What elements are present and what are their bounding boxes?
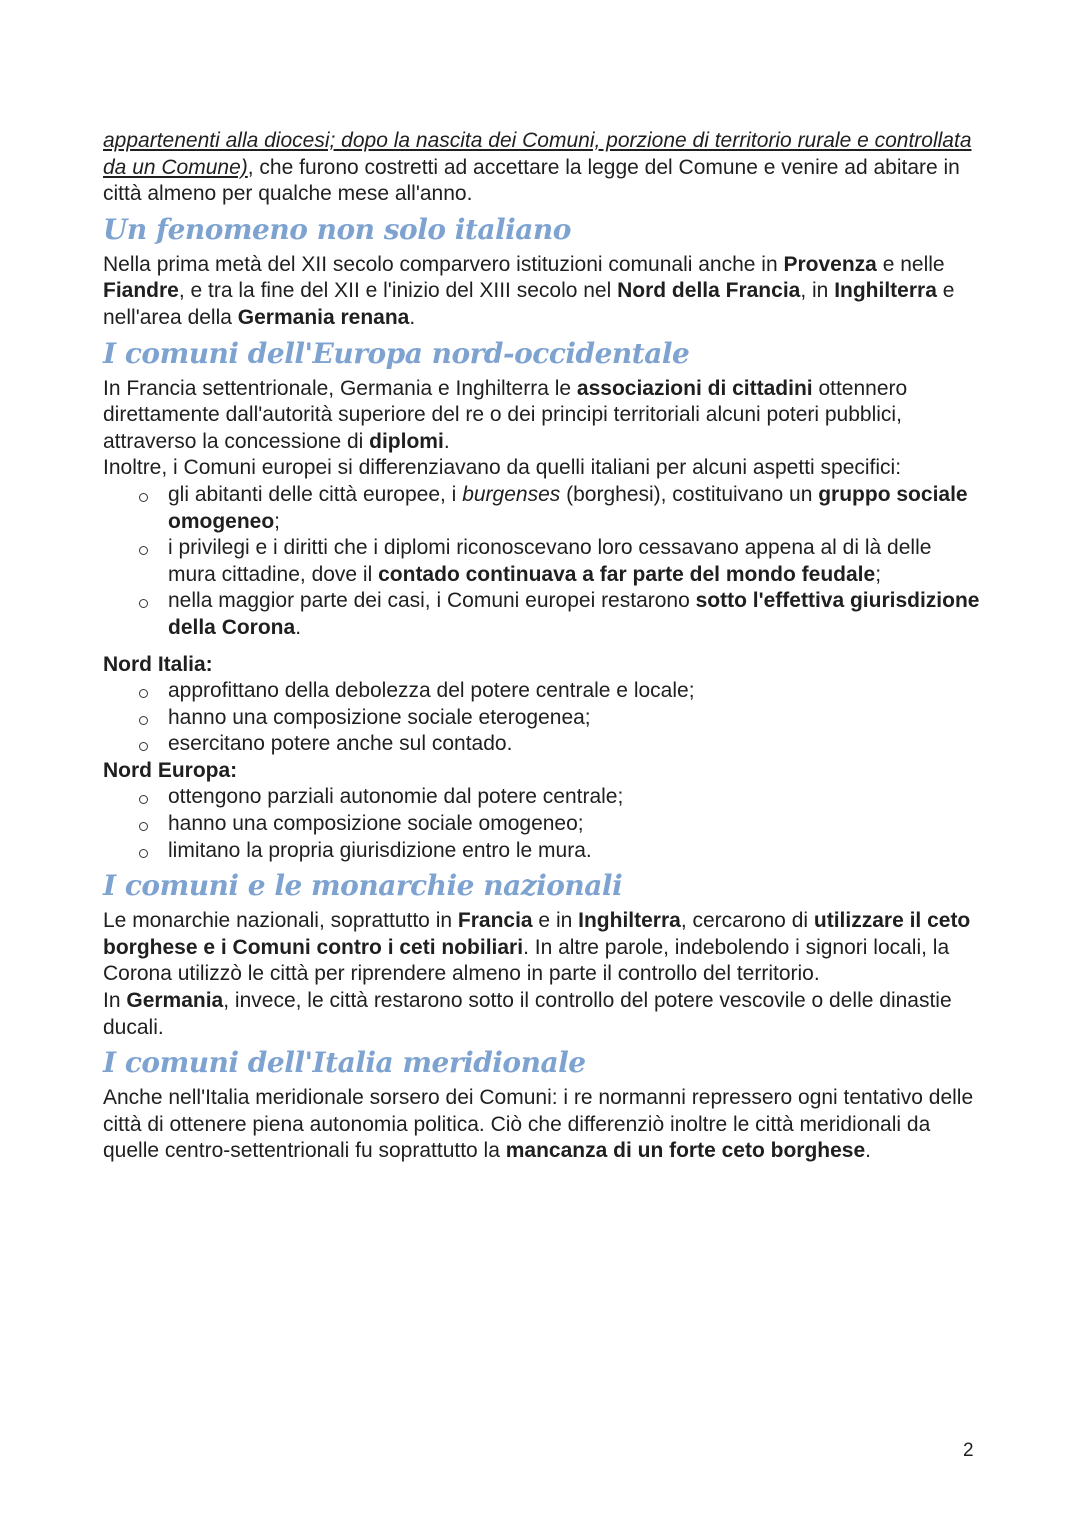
list-item: gli abitanti delle città europee, i burgenses (borghesi), costituivano un gruppo sociale omogeneo; [103,482,983,535]
list-item: esercitano potere anche sul contado. [103,731,983,758]
intro-underlined-text: appartenenti alla diocesi; dopo la nascita dei Comuni, porzione di territorio rurale e controllata da un Comune) [103,129,972,179]
list-item: hanno una composizione sociale omogeneo; [103,811,983,838]
nord-europa-label: Nord Europa: [103,758,238,782]
list-item: ottengono parziali autonomie dal potere centrale; [103,784,983,811]
nord-italia-label: Nord Italia: [103,652,213,676]
list-item: hanno una composizione sociale eterogenea; [103,705,983,732]
page-number: 2 [963,1440,974,1461]
list-item: nella maggior parte dei casi, i Comuni europei restarono sotto l'effettiva giurisdizione della Corona. [103,588,983,641]
paragraph-monarchie-1: Le monarchie nazionali, soprattutto in Francia e in Inghilterra, cercarono di utilizzare il ceto borghese e i Comuni contro i ceti nobiliari. In altre parole, indebolendo i signori locali, la Corona utilizzò le città per riprendere almeno in parte il controllo del territorio. [103,909,971,986]
nord-europa-list [103,784,983,864]
document-page [103,128,983,1165]
heading-fenomeno: Un fenomeno non solo italiano [103,212,571,246]
heading-meridionale: I comuni dell'Italia meridionale [103,1046,586,1080]
differences-list [103,482,983,642]
list-item: i privilegi e i diritti che i diplomi riconoscevano loro cessavano appena al di là delle mura cittadine, dove il contado continuava a far parte del mondo feudale; [103,535,983,588]
paragraph-europa-2: Inoltre, i Comuni europei si differenziavano da quelli italiani per alcuni aspetti specifici: [103,456,902,480]
paragraph-fenomeno: Nella prima metà del XII secolo comparvero istituzioni comunali anche in Provenza e nelle Fiandre, e tra la fine del XII e l'inizio del XIII secolo nel Nord della Francia, in Inghilterra e nell'area della Germania renana. [103,252,955,329]
nord-italia-list [103,678,983,758]
heading-monarchie: I comuni e le monarchie nazionali [103,869,623,903]
list-item: limitano la propria giurisdizione entro le mura. [103,838,983,865]
paragraph-meridionale: Anche nell'Italia meridionale sorsero dei Comuni: i re normanni repressero ogni tentativo delle città di ottenere piena autonomia politica. Ciò che differenziò inoltre le città meridionali da quelle centro-settentrionali fu soprattutto la mancanza di un forte ceto borghese. [103,1086,974,1163]
heading-europa: I comuni dell'Europa nord-occidentale [103,336,690,370]
list-item: approfittano della debolezza del potere centrale e locale; [103,678,983,705]
intro-paragraph: appartenenti alla diocesi; dopo la nascita dei Comuni, porzione di territorio rurale e controllata da un Comune), che furono costretti ad accettare la legge del Comune e venire ad abitare in città almeno per qualche mese all'anno. [103,129,972,206]
paragraph-europa-1: In Francia settentrionale, Germania e Inghilterra le associazioni di cittadini ottennero direttamente dall'autorità superiore del re o dei principi territoriali alcuni poteri pubblici, attraverso la concessione di diplomi. [103,376,908,453]
paragraph-monarchie-2: In Germania, invece, le città restarono sotto il controllo del potere vescovile o delle dinastie ducali. [103,989,952,1039]
